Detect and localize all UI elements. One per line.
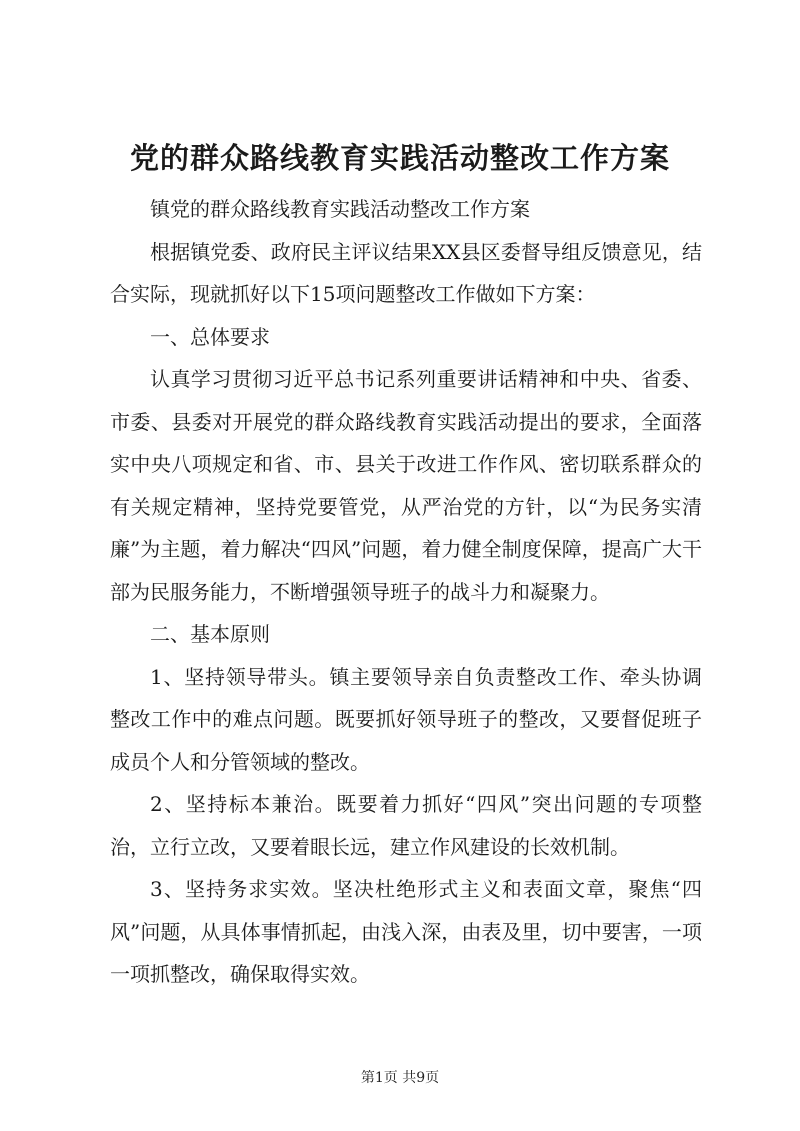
intro-paragraph: 根据镇党委、政府民主评议结果XX县区委督导组反馈意见，结合实际，现就抓好以下15项问题整改工作做如下方案： — [110, 239, 702, 306]
general-requirements-paragraph: 认真学习贯彻习近平总书记系列重要讲话精神和中央、省委、市委、县委对开展党的群众路线教育实践活动提出的要求，全面落实中央八项规定和省、市、县关于改进工作作风、密切联系群众的有关规定精神，坚持党要管党，从严治党的方针，以“为民务实清廉”为主题，着力解决“四风”问题，着力健全制度保障，提高广大干部为民服务能力，不断增强领导班子的战斗力和凝聚力。 — [110, 367, 702, 604]
document-body — [110, 188, 702, 996]
principle-2-paragraph: 2、坚持标本兼治。既要着力抓好“四风”突出问题的专项整治，立行立改，又要着眼长远，建立作风建设的长效机制。 — [110, 792, 702, 859]
section-heading-basic-principles: 二、基本原则 — [150, 622, 270, 646]
principle-1-paragraph: 1、坚持领导带头。镇主要领导亲自负责整改工作、牵头协调整改工作中的难点问题。既要抓好领导班子的整改，又要督促班子成员个人和分管领域的整改。 — [110, 664, 702, 774]
section-heading-general-requirements: 一、总体要求 — [150, 324, 270, 349]
document-title: 党的群众路线教育实践活动整改工作方案 — [129, 141, 670, 175]
page-footer: 第1页 共9页 — [360, 1070, 440, 1086]
principle-3-paragraph: 3、坚持务求实效。坚决杜绝形式主义和表面文章，聚焦“四风”问题，从具体事情抓起，由浅入深，由表及里，切中要害，一项一项抓整改，确保取得实效。 — [110, 877, 702, 986]
subtitle-paragraph: 镇党的群众路线教育实践活动整改工作方案 — [150, 197, 530, 221]
